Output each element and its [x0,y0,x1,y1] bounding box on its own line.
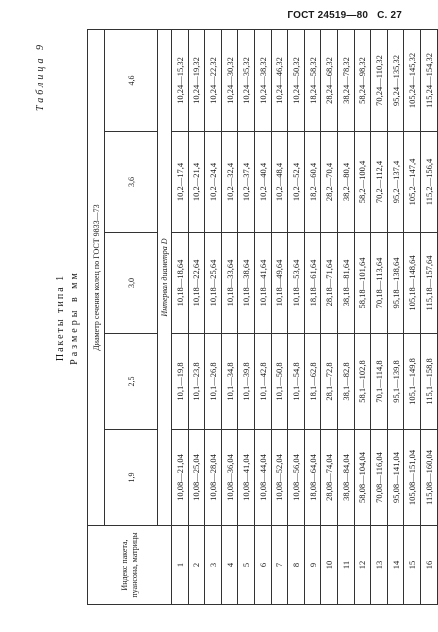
row-index: 1 [172,526,189,605]
table-cell: 28,24—68,32 [321,30,338,132]
table-cell: 10,1—34,8 [221,334,238,430]
row-index: 9 [304,526,321,605]
table-cell: 10,1—50,8 [271,334,288,430]
table-cell: 10,2—32,4 [221,132,238,233]
table-cell: 10,2—40,4 [254,132,271,233]
table-cell: 10,18—53,64 [288,233,305,334]
table-cell: 10,2—48,4 [271,132,288,233]
table-cell: 10,18—41,64 [254,233,271,334]
rotated-canvas [35,30,434,605]
diameter-header: 2,5 [105,334,158,430]
table-row [337,30,354,605]
table-cell: 18,2—60,4 [304,132,321,233]
table-units: Размеры в мм [69,270,80,365]
table-row [205,30,222,605]
table-cell: 10,24—38,32 [254,30,271,132]
table-title: Пакеты типа 1 [55,273,66,362]
table-cell: 28,08—74,04 [321,430,338,526]
diameter-group-header: Диаметр сечения колец по ГОСТ 9833—73 [88,30,105,526]
table-row [354,30,371,605]
row-index: 11 [337,526,354,605]
table-cell: 95,1—139,8 [387,334,404,430]
table-cell: 10,2—17,4 [172,132,189,233]
table-row [221,30,238,605]
table-cell: 70,1—114,8 [371,334,388,430]
table-cell: 10,08—25,04 [188,430,205,526]
table-cell: 10,24—22,32 [205,30,222,132]
table-cell: 18,18—61,64 [304,233,321,334]
table-caption: Таблица 9 [35,42,46,111]
table-cell: 10,1—39,8 [238,334,255,430]
table-cell: 105,2—147,4 [404,132,421,233]
table-cell: 10,1—19,8 [172,334,189,430]
table-cell: 18,1—62,8 [304,334,321,430]
row-index: 8 [288,526,305,605]
table-cell: 105,1—149,8 [404,334,421,430]
row-index: 3 [205,526,222,605]
table-row [371,30,388,605]
diameter-header: 4,6 [105,30,158,132]
table-cell: 10,24—30,32 [221,30,238,132]
row-index: 7 [271,526,288,605]
table-cell: 105,24—145,32 [404,30,421,132]
table-cell: 95,2—137,4 [387,132,404,233]
row-index: 13 [371,526,388,605]
table-cell: 38,2—80,4 [337,132,354,233]
table-cell: 10,24—35,32 [238,30,255,132]
page-header [287,10,402,21]
table-row [304,30,321,605]
row-index: 16 [420,526,437,605]
table-cell: 105,08—151,04 [404,430,421,526]
table-cell: 95,08—141,04 [387,430,404,526]
table-cell: 58,08—104,04 [354,430,371,526]
table-cell: 10,08—28,04 [205,430,222,526]
table-cell: 10,1—23,8 [188,334,205,430]
table-cell: 10,18—18,64 [172,233,189,334]
table-cell: 10,18—25,64 [205,233,222,334]
index-column-header: Индекс пакета, пуансона, матрицы [88,526,172,605]
table-body [172,30,438,605]
diameter-header: 3,0 [105,233,158,334]
table-cell: 115,2—156,4 [420,132,437,233]
table-row [404,30,421,605]
table-cell: 58,2—100,4 [354,132,371,233]
table-cell: 10,08—41,04 [238,430,255,526]
table-cell: 70,2—112,4 [371,132,388,233]
table-cell: 115,08—160,04 [420,430,437,526]
table-cell: 10,18—38,64 [238,233,255,334]
table-cell: 10,1—42,8 [254,334,271,430]
table-cell: 70,24—110,32 [371,30,388,132]
table-cell: 115,1—158,8 [420,334,437,430]
table-cell: 28,1—72,8 [321,334,338,430]
table-cell: 38,1—82,8 [337,334,354,430]
table-cell: 105,18—148,64 [404,233,421,334]
table-cell: 10,2—21,4 [188,132,205,233]
row-index: 10 [321,526,338,605]
table-cell: 10,2—37,4 [238,132,255,233]
table-cell: 10,08—52,04 [271,430,288,526]
table-cell: 10,24—50,32 [288,30,305,132]
table-cell: 95,18—138,64 [387,233,404,334]
table-cell: 18,08—64,04 [304,430,321,526]
table-row [238,30,255,605]
table-cell: 115,18—157,64 [420,233,437,334]
table-cell: 10,1—26,8 [205,334,222,430]
page-number: С. 27 [377,10,402,21]
table-cell: 10,24—19,32 [188,30,205,132]
table-cell: 10,08—21,04 [172,430,189,526]
table-row [188,30,205,605]
table-row [271,30,288,605]
table-row [288,30,305,605]
table-cell: 10,24—15,32 [172,30,189,132]
table-cell: 58,1—102,8 [354,334,371,430]
row-index: 14 [387,526,404,605]
table-cell: 10,18—33,64 [221,233,238,334]
row-index: 12 [354,526,371,605]
table-cell: 10,08—56,04 [288,430,305,526]
table-cell: 38,08—84,04 [337,430,354,526]
table-cell: 28,2—70,4 [321,132,338,233]
table-cell: 38,24—78,32 [337,30,354,132]
table-cell: 70,08—116,04 [371,430,388,526]
table-row [420,30,437,605]
table-cell: 58,18—101,64 [354,233,371,334]
table-cell: 95,24—135,32 [387,30,404,132]
table-cell: 10,18—22,64 [188,233,205,334]
table-row [254,30,271,605]
interval-subheader: Интервал диаметра D [158,30,172,526]
table-row [321,30,338,605]
table-row [387,30,404,605]
row-index: 2 [188,526,205,605]
table-cell: 28,18—71,64 [321,233,338,334]
dimensions-table [87,29,438,605]
table-cell: 10,18—49,64 [271,233,288,334]
table-row [172,30,189,605]
rotated-content [35,30,434,605]
table-cell: 58,24—98,32 [354,30,371,132]
table-cell: 10,2—52,4 [288,132,305,233]
row-index: 6 [254,526,271,605]
row-index: 5 [238,526,255,605]
table-cell: 10,24—46,32 [271,30,288,132]
table-cell: 38,18—81,64 [337,233,354,334]
standard-number: ГОСТ 24519—80 [287,10,369,21]
diameter-header: 1,9 [105,430,158,526]
row-index: 15 [404,526,421,605]
table-cell: 70,18—113,64 [371,233,388,334]
table-cell: 10,08—44,04 [254,430,271,526]
diameter-header: 3,6 [105,132,158,233]
row-index: 4 [221,526,238,605]
table-cell: 10,1—54,8 [288,334,305,430]
table-cell: 10,08—36,04 [221,430,238,526]
table-cell: 10,2—24,4 [205,132,222,233]
table-cell: 18,24—58,32 [304,30,321,132]
table-cell: 115,24—154,32 [420,30,437,132]
